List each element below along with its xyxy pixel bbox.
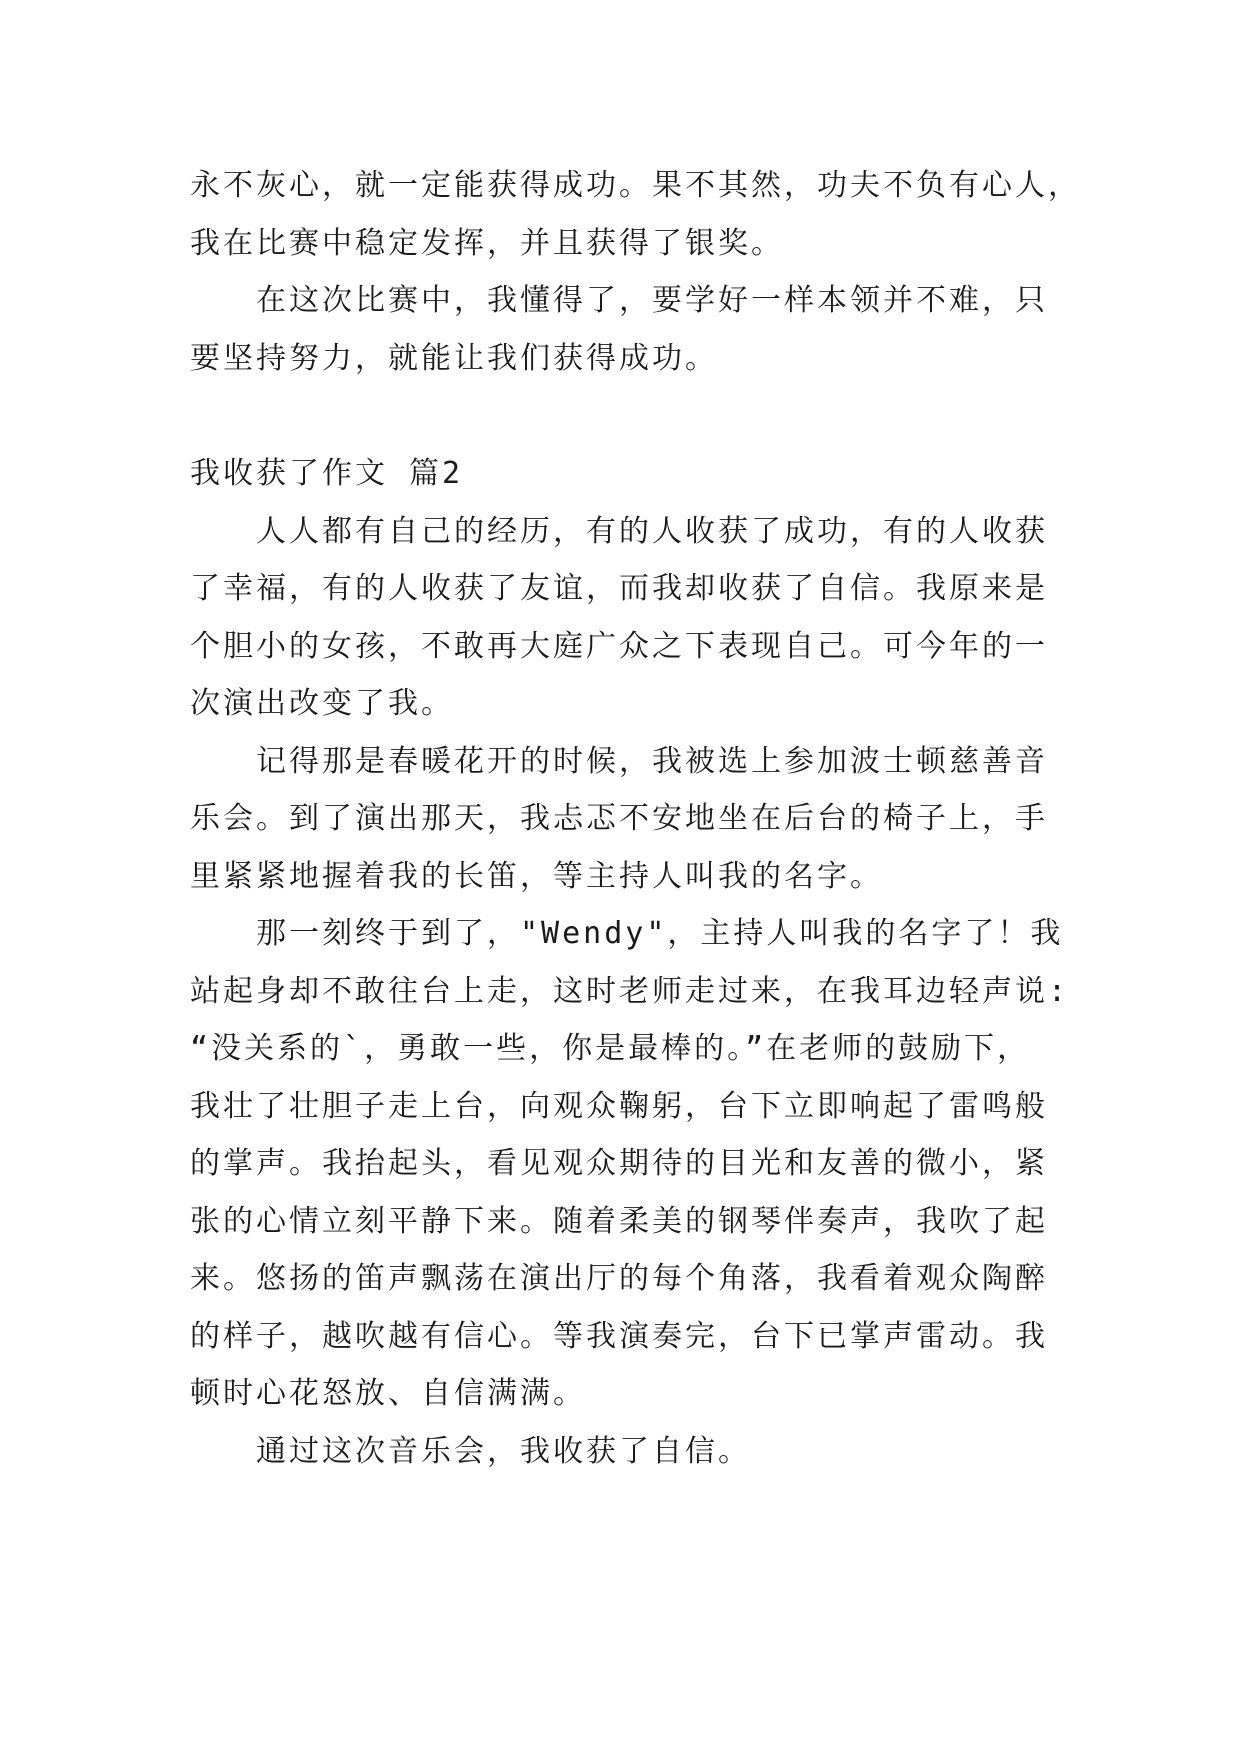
text-line: 顿时心花怒放、自信满满。 bbox=[190, 1376, 586, 1411]
section-heading: 我收获了作文 篇2 bbox=[190, 456, 464, 491]
text-line: 里紧紧地握着我的长笛，等主持人叫我的名字。 bbox=[190, 858, 883, 894]
text-line: 人人都有自己的经历，有的人收获了成功，有的人收获 bbox=[256, 513, 1048, 549]
text-line: 那一刻终于到了，"Wendy"，主持人叫我的名字了！我 bbox=[256, 916, 1064, 951]
text-line: “没关系的`，勇敢一些，你是最棒的。”在老师的鼓励下， bbox=[190, 1031, 1031, 1066]
paragraph bbox=[190, 905, 1070, 1423]
text-line: 要坚持努力，就能让我们获得成功。 bbox=[190, 340, 718, 376]
text-line: 在这次比赛中，我懂得了，要学好一样本领并不难，只 bbox=[256, 283, 1048, 318]
paragraph bbox=[190, 272, 1070, 387]
text-line: 我壮了壮胆子走上台，向观众鞠躬，台下立即响起了雷鸣般 bbox=[190, 1088, 1048, 1124]
text-line: 个胆小的女孩，不敢再大庭广众之下表现自己。可今年的一 bbox=[190, 628, 1048, 664]
text-line: 乐会。到了演出那天，我忐忑不安地坐在后台的椅子上，手 bbox=[190, 801, 1048, 836]
text-line: 的掌声。我抬起头，看见观众期待的目光和友善的微小，紧 bbox=[190, 1146, 1048, 1181]
section-gap bbox=[190, 387, 1070, 445]
text-line: 来。悠扬的笛声飘荡在演出厅的每个角落，我看着观众陶醉 bbox=[190, 1261, 1048, 1296]
paragraph bbox=[190, 733, 1070, 906]
paragraph-continued bbox=[190, 157, 1081, 272]
text-line: 我在比赛中稳定发挥，并且获得了银奖。 bbox=[190, 225, 784, 261]
document-body bbox=[190, 157, 1081, 1480]
text-line: 通过这次音乐会，我收获了自信。 bbox=[256, 1433, 751, 1469]
paragraph bbox=[190, 1423, 1070, 1481]
paragraph bbox=[190, 503, 1070, 733]
text-line: 记得那是春暖花开的时候，我被选上参加波士顿慈善音 bbox=[256, 743, 1048, 779]
text-line: 了幸福，有的人收获了友谊，而我却收获了自信。我原来是 bbox=[190, 571, 1048, 606]
text-line: 站起身却不敢往台上走，这时老师走过来，在我耳边轻声说: bbox=[190, 973, 1070, 1009]
text-line: 永不灰心，就一定能获得成功。果不其然，功夫不负有心人， bbox=[190, 168, 1081, 203]
text-line: 次演出改变了我。 bbox=[190, 686, 454, 721]
text-line: 张的心情立刻平静下来。随着柔美的钢琴伴奏声，我吹了起 bbox=[190, 1203, 1048, 1239]
text-line: 的样子，越吹越有信心。等我演奏完，台下已掌声雷动。我 bbox=[190, 1318, 1048, 1354]
